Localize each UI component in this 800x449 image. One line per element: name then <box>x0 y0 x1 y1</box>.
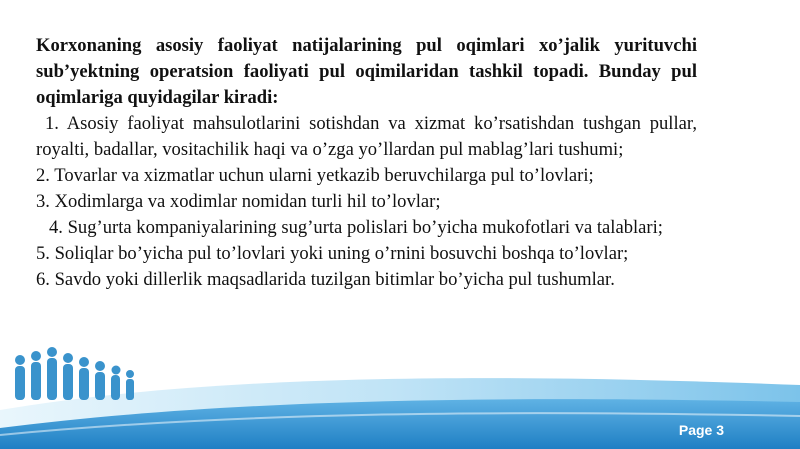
list-item-1: 1. Asosiy faoliyat mahsulotlarini sotishdan va xizmat ko’rsatishdan tushgan pullar, royalti, badallar, vositachilik haqi va o’zga yo’llardan pul mablag’lari tushumi; <box>36 113 697 160</box>
page-number: Page 3 <box>678 422 724 438</box>
list-item-6: 6. Savdo yoki dillerlik maqsadlarida tuzilgan bitimlar bo’yicha pul tushumlar. <box>36 269 615 290</box>
list-item-2: 2. Tovarlar va xizmatlar uchun ularni yetkazib beruvchilarga pul to’lovlari; <box>36 165 594 186</box>
list-item-5: 5. Soliqlar bo’yicha pul to’lovlari yoki uning o’rnini bosuvchi boshqa to’lovlar; <box>36 243 629 264</box>
intro-paragraph: Korxonaning asosiy faoliyat natijalarining pul oqimlari xo’jalik yurituvchi sub’yektning operatsion faoliyati pul oqimilaridan tashkil topadi. Bunday pul oqimlariga quyidagilar kiradi: <box>36 35 697 108</box>
footer-decoration <box>0 340 800 449</box>
people-silhouettes-icon <box>15 347 134 400</box>
list-item-3: 3. Xodimlarga va xodimlar nomidan turli hil to’lovlar; <box>36 191 441 212</box>
list-item-4: 4. Sug’urta kompaniyalarining sug’urta polislari bo’yicha mukofotlari va talablari; <box>49 217 663 238</box>
slide-body <box>36 33 697 293</box>
